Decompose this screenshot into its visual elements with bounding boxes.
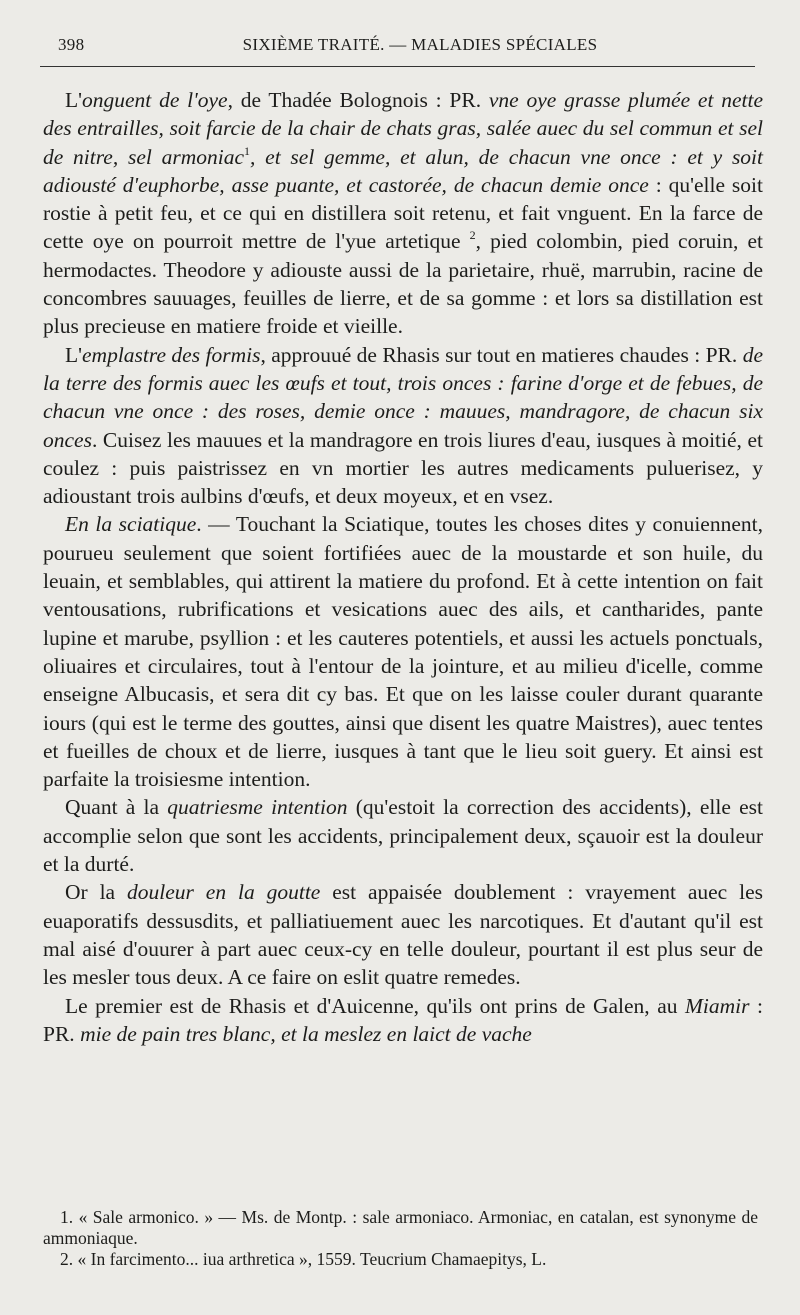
italic-run: mie de pain tres blanc, et la meslez en laict de vache (80, 1021, 532, 1046)
footnote-ref: 2 (469, 228, 476, 243)
text-run: L' (65, 342, 83, 367)
paragraph (43, 992, 763, 1049)
paragraph (43, 793, 763, 878)
running-header (40, 33, 755, 57)
text-run: . Cuisez les mauues et la mandragore en trois liures d'eau, iusques à moitié, et coulez : puis paistrissez en vn mortier les autres medicaments puluerisez, y adioustant trois aulbins d'œufs, et deux moyeux, et en vsez. (43, 427, 763, 509)
text-run: est appaisée doublement : vrayement auec les euaporatifs dessusdits, et palliatiuement auec les narcotiques. Et d'autant qu'il est mal aisé d'ouurer à part auec ceux-cy en telle douleur, pourtant il est plus seur de les mesler tous deux. A ce faire on eslit quatre remedes. (43, 880, 764, 990)
header-rule (40, 66, 755, 67)
text-run: (qu'estoit la correction des accidents), elle est accomplie selon que sont les accidents, principalement deux, sçauoir est la douleur et la durté. (43, 795, 763, 877)
italic-run: , et sel gemme, et alun, de chacun vne once : et y soit adiousté d'euphorbe, asse puante, et castorée, de chacun demie once (43, 144, 764, 197)
italic-run: En la sciatique (65, 512, 197, 537)
italic-run: Miamir (685, 993, 750, 1018)
text-run: : PR. (43, 993, 763, 1046)
footnote: 1. « Sale armonico. » — Ms. de Montp. : sale armoniaco. Armoniac, en catalan, est synonyme de ammoniaque. (43, 1207, 758, 1248)
paragraph (43, 86, 763, 341)
text-run: , pied colombin, pied coruin, et hermodactes. Theodore y adiouste aussi de la parietaire, rhuë, marrubin, racine de concombres sauuages, feuilles de lierre, et de sa gomme : et lors sa distillation est plus precieuse en matiere froide et vieille. (43, 229, 763, 339)
italic-run: de la terre des formis auec les œufs et tout, trois onces : farine d'orge et de febues, de chacun vne once : des roses, demie once : mauues, mandragore, de chacun six onces (43, 342, 763, 452)
text-run: Or la (65, 880, 127, 905)
paragraph (43, 878, 763, 991)
italic-run: emplastre des formis (82, 342, 261, 367)
text-run: . — Touchant la Sciatique, toutes les choses dites y conuiennent, pourueu seulement que soient fortifiées auec de la moustarde et son huile, du leuain, et semblables, qui attirent la matiere du profond. Et à cette intention on fait ventousations, rubrifications et vesications auec des ails, et cantharides, pante lupine et marube, psyllion : et les cauteres potentiels, et aussi les actuels ponctuals, oliuaires et circulaires, tout à l'entour de la jointure, et au milieu d'icelle, comme enseigne Albucasis, et sera dit cy bas. Et que on les laisse couler durant quarante iours (qui est le terme des gouttes, ainsi que disent les quatre Maistres), auec tentes et fueilles de choux et de lierre, iusques à tant que le lieu soit guery. Et ainsi est parfaite la troisiesme intention. (43, 512, 763, 792)
italic-run: vne oye grasse plumée et nette des entrailles, soit farcie de la chair de chats gras, salée auec du sel commun et sel de nitre, sel armoniac (43, 88, 764, 169)
paragraph (43, 510, 763, 793)
page-number: 398 (58, 35, 85, 54)
text-run: Quant à la (65, 795, 168, 820)
body-text (43, 86, 763, 1048)
footnotes (43, 1207, 758, 1270)
text-run: L' (65, 88, 83, 112)
italic-run: onguent de l'oye (82, 88, 228, 112)
text-run: , de Thadée Bolognois : PR. (227, 88, 489, 112)
footnote: 2. « In farcimento... iua arthretica », 1559. Teucrium Chamaepitys, L. (60, 1249, 547, 1269)
text-run: , approuué de Rhasis sur tout en matieres chaudes : PR. (260, 342, 743, 367)
italic-run: douleur en la goutte (127, 880, 321, 905)
footnote-ref: 1 (244, 143, 251, 158)
italic-run: quatriesme intention (167, 795, 348, 820)
text-run: Le premier est de Rhasis et d'Auicenne, qu'ils ont prins de Galen, au (65, 993, 685, 1018)
text-run: : qu'elle soit rostie à petit feu, et ce qui en distillera soit retenu, et fait vnguent. En la farce de cette oye on pourroit mettre de l'yue artetique (43, 172, 763, 254)
running-title: SIXIÈME TRAITÉ. — MALADIES SPÉCIALES (242, 35, 598, 54)
paragraph (43, 341, 763, 511)
